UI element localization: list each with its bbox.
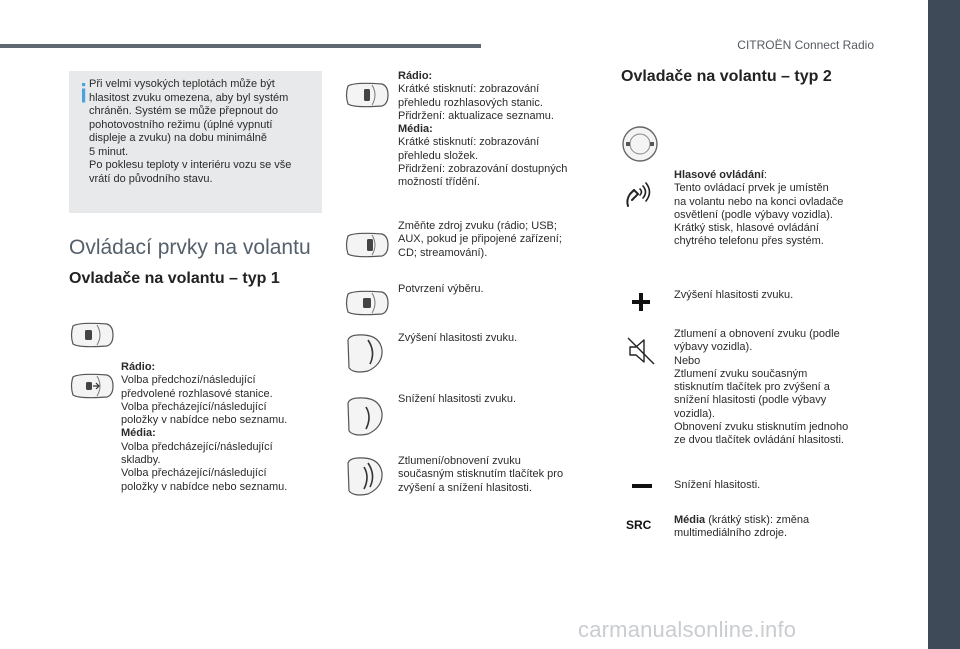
page-number: 3	[930, 603, 937, 617]
steering-source-button-icon	[344, 230, 390, 260]
label-media-src: Média	[674, 514, 706, 526]
steering-confirm-button-icon	[344, 288, 390, 318]
src-icon-label: SRC	[626, 518, 652, 532]
steering-control-stalk-icon	[69, 320, 115, 350]
middle-item4-text: Zvýšení hlasitosti zvuku.	[398, 332, 518, 344]
label-radio: Rádio:	[121, 361, 156, 373]
mute-text: Ztlumení a obnovení zvuku (podle výbavy vozidla). Nebo Ztlumení zvuku současným stisknutím tlačítek pro zvýšení a snížení hlasitosti (podle výbavy vozidla). Obnovení zvuku stisknutím jednoho ze dvou tlačítek ovládání hlasitosti.	[674, 328, 849, 447]
label-radio: Rádio:	[398, 70, 433, 82]
text-radio: Krátké stisknutí: zobrazování přehledu rozhlasových stanic. Přidržení: aktualizace seznamu.	[398, 83, 554, 122]
steering-thumbwheel-icon	[69, 371, 115, 401]
type2-heading: Ovladače na volantu – typ 2	[621, 68, 832, 85]
text-radio: Volba předchozí/následující předvolené rozhlasové stanice. Volba přecházející/následující položky v nabídce nebo seznamu.	[121, 374, 288, 427]
header-rule	[0, 44, 481, 48]
src-text	[674, 514, 894, 541]
watermark: carmanualsonline.info	[578, 617, 797, 642]
plus-text: Zvýšení hlasitosti zvuku.	[674, 289, 794, 301]
minus-icon	[631, 482, 653, 490]
text-media-src: (krátký stisk): změna multimediálního zdroje.	[674, 514, 810, 540]
label-voice: Hlasové ovládání	[674, 169, 764, 181]
plus-icon	[631, 292, 651, 312]
steering-volume-down-icon	[344, 395, 386, 437]
label-media: Média:	[121, 427, 156, 440]
steering-wheel-icon	[620, 124, 660, 164]
steering-volume-up-icon	[344, 332, 386, 374]
middle-item1-text	[398, 70, 603, 190]
section-title: Ovládací prvky na volantu	[69, 236, 311, 259]
steering-list-button-icon	[344, 80, 390, 110]
text-media: Volba předcházející/následující skladby. Volba přecházející/následující položky v nabídce nebo seznamu.	[121, 440, 288, 493]
middle-item6-text: Ztlumení/obnovení zvuku současným stisknutím tlačítek pro zvýšení a snížení hlasitosti.	[398, 455, 564, 494]
steering-mute-icon	[344, 455, 386, 497]
minus-text: Snížení hlasitosti.	[674, 479, 761, 491]
page-marker	[933, 580, 939, 586]
voice-control-text	[674, 169, 894, 249]
mute-speaker-icon	[626, 336, 656, 366]
voice-control-icon	[624, 180, 654, 210]
middle-item3-text: Potvrzení výběru.	[398, 283, 484, 295]
type1-heading: Ovladače na volantu – typ 1	[69, 270, 280, 287]
type1-item-text	[121, 361, 321, 494]
text-media: Krátké stisknutí: zobrazování přehledu složek. Přidržení: zobrazování dostupných možností třídění.	[398, 136, 568, 189]
label-media: Média:	[398, 123, 433, 136]
middle-item5-text: Snížení hlasitosti zvuku.	[398, 393, 517, 405]
text-voice: : Tento ovládací prvek je umístěn na volantu nebo na konci ovladače osvětlení (podle výbavy vozidla). Krátký stisk, hlasové ovládání chytrého telefonu přes systém.	[674, 169, 844, 248]
header-title: CITROËN Connect Radio	[737, 38, 874, 52]
page-edge-tab	[928, 0, 960, 649]
middle-item2-text: Změňte zdroj zvuku (rádio; USB; AUX, pokud je připojené zařízení; CD; streamování).	[398, 220, 562, 259]
info-text: Při velmi vysokých teplotách může být hlasitost zvuku omezena, aby byl systém chráněn. Systém se může přepnout do pohotovostního režimu (úplné vypnutí displeje a zvuku) na dobu minimálně 5 minut. Po poklesu teploty v interiéru vozu se vše vrátí do původního stavu.	[89, 78, 292, 185]
